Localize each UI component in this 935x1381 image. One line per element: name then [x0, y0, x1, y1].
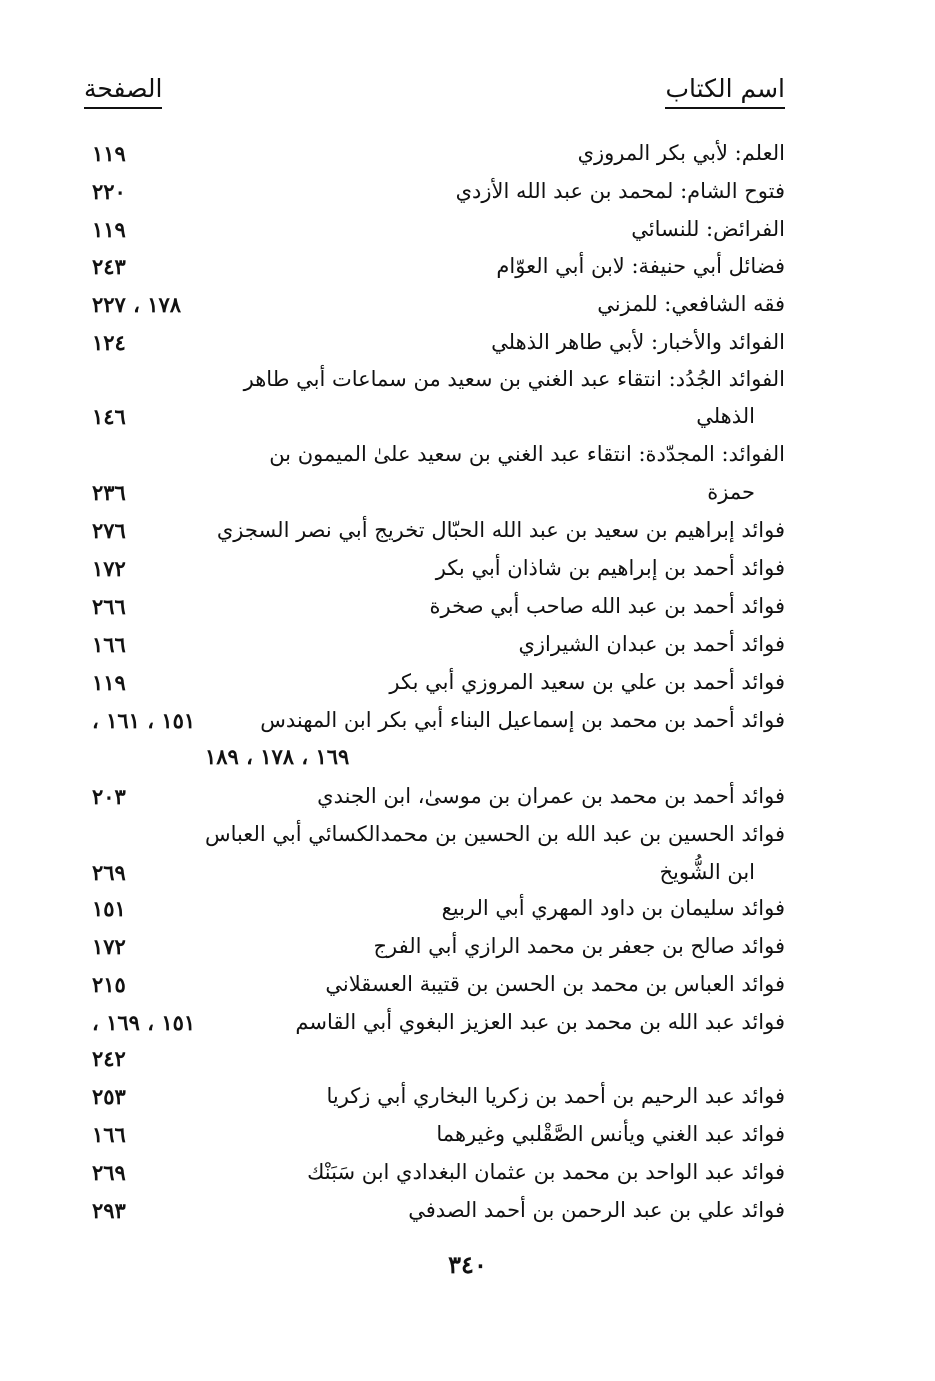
entry-title: فوائد أحمد بن علي بن سعيد المروزي أبي بكر	[389, 670, 785, 694]
entry-title: فوائد العباس بن محمد بن الحسن بن قتيبة العسقلاني	[325, 972, 785, 996]
index-entry	[0, 179, 935, 217]
column-header-book-name: اسم الكتاب	[665, 74, 785, 109]
page-number: ٣٤٠	[448, 1250, 487, 1279]
entry-page-numbers: ٢٩٣	[92, 1198, 126, 1223]
index-entry	[0, 1122, 935, 1160]
entry-page-numbers: ٢٣٦	[92, 480, 126, 505]
entry-page-numbers: ١٥١ ، ١٦١ ،	[92, 708, 196, 733]
entry-page-numbers: ٢٤٣	[92, 254, 126, 279]
index-entry	[0, 1160, 935, 1198]
index-entry	[0, 518, 935, 556]
entry-page-numbers: ١٧٢	[92, 556, 126, 581]
entry-page-numbers: ٢٦٩	[92, 1160, 126, 1185]
entry-title: فقه الشافعي: للمزني	[597, 292, 785, 316]
index-entry	[0, 594, 935, 632]
index-entry	[0, 972, 935, 1010]
entry-page-numbers: ١٧٨ ، ٢٢٧	[92, 292, 182, 317]
entry-title: فوائد عبد الرحيم بن أحمد بن زكريا البخاري أبي زكريا	[326, 1084, 785, 1108]
index-entry	[0, 708, 935, 746]
index-entry	[0, 896, 935, 934]
index-entry	[0, 556, 935, 594]
entry-page-numbers: ٢٦٦	[92, 594, 126, 619]
entry-title: فوائد عبد الله بن محمد بن عبد العزيز البغوي أبي القاسم	[295, 1010, 785, 1034]
entry-title: فوائد أحمد بن إبراهيم بن شاذان أبي بكر	[435, 556, 785, 580]
entry-page-numbers: ١٥١ ، ١٦٩ ،	[92, 1010, 196, 1035]
entry-page-numbers: ٢٠٣	[92, 784, 126, 809]
entry-page-numbers: ٢٢٠	[92, 179, 126, 204]
index-entry	[0, 254, 935, 292]
entry-page-numbers: ١١٩	[92, 217, 126, 242]
index-entry	[0, 784, 935, 822]
entry-page-numbers: ١٧٢	[92, 934, 126, 959]
index-entry	[0, 292, 935, 330]
column-header-page: الصفحة	[84, 74, 162, 109]
index-entry	[0, 632, 935, 670]
entry-page-numbers: ٢٦٩	[92, 860, 126, 885]
index-entry	[0, 860, 935, 898]
entry-page-numbers: ١١٩	[92, 670, 126, 695]
index-entry	[0, 670, 935, 708]
entry-title: فوائد أحمد بن عبد الله صاحب أبي صخرة	[429, 594, 785, 618]
entry-page-numbers: ١٦٦	[92, 632, 126, 657]
index-entry	[0, 480, 935, 518]
entry-title: فوائد صالح بن جعفر بن محمد الرازي أبي الفرج	[373, 934, 785, 958]
entry-title: فوائد سليمان بن داود المهري أبي الربيع	[441, 896, 785, 920]
entry-page-numbers: ١٥١	[92, 896, 126, 921]
entry-title: فتوح الشام: لمحمد بن عبد الله الأزدي	[455, 179, 785, 203]
entry-title: فوائد إبراهيم بن سعيد بن عبد الله الحبّال تخريج أبي نصر السجزي	[216, 518, 785, 542]
entry-page-numbers: ١٦٩ ، ١٧٨ ، ١٨٩	[205, 744, 350, 769]
entry-page-numbers: ٢٧٦	[92, 518, 126, 543]
entry-page-numbers: ٢٥٣	[92, 1084, 126, 1109]
entry-page-numbers: ١٢٤	[92, 330, 126, 355]
index-entry	[0, 367, 935, 405]
entry-title: فوائد عبد الواحد بن محمد بن عثمان البغدادي ابن سَبَنْك	[307, 1160, 785, 1184]
entry-title: فوائد أحمد بن عبدان الشيرازي	[518, 632, 785, 656]
entry-page-numbers: ١٦٦	[92, 1122, 126, 1147]
entry-title: الفوائد الجُدُد: انتقاء عبد الغني بن سعيد من سماعات أبي طاهر	[243, 367, 785, 391]
index-entry	[0, 442, 935, 480]
index-entry	[0, 934, 935, 972]
entry-title: فوائد الحسين بن عبد الله بن الحسين بن محمدالكسائي أبي العباس	[204, 822, 785, 846]
index-entry	[0, 141, 935, 179]
entry-title: فوائد أحمد بن محمد بن إسماعيل البناء أبي بكر ابن المهندس	[260, 708, 785, 732]
index-entry	[0, 744, 935, 782]
index-entry	[0, 217, 935, 255]
index-entry	[0, 404, 935, 442]
entry-page-numbers: ١٤٦	[92, 404, 126, 429]
index-entry	[0, 1084, 935, 1122]
entry-title: الفوائد: المجدّدة: انتقاء عبد الغني بن سعيد علىٰ الميمون بن	[269, 442, 785, 466]
entry-page-numbers: ١١٩	[92, 141, 126, 166]
entry-title: الفوائد والأخبار: لأبي طاهر الذهلي	[491, 330, 785, 354]
index-entry	[0, 1198, 935, 1236]
entry-title: حمزة	[707, 480, 755, 504]
entry-page-numbers: ٢٤٢	[92, 1046, 126, 1071]
index-entry	[0, 822, 935, 860]
index-entry	[0, 330, 935, 368]
entry-title: فضائل أبي حنيفة: لابن أبي العوّام	[496, 254, 785, 278]
entry-title: الذهلي	[696, 404, 755, 428]
index-entry	[0, 1046, 935, 1084]
entry-title: ابن الشُّويخ	[659, 860, 755, 884]
index-entry	[0, 1010, 935, 1048]
entry-page-numbers: ٢١٥	[92, 972, 126, 997]
entry-title: العلم: لأبي بكر المروزي	[577, 141, 785, 165]
entry-title: فوائد عبد الغني ويأنس الصَّقْلبي وغيرهما	[436, 1122, 785, 1146]
entry-title: فوائد أحمد بن محمد بن عمران بن موسىٰ، ابن الجندي	[317, 784, 785, 808]
entry-title: الفرائض: للنسائي	[631, 217, 785, 241]
entry-title: فوائد علي بن عبد الرحمن بن أحمد الصدفي	[408, 1198, 785, 1222]
